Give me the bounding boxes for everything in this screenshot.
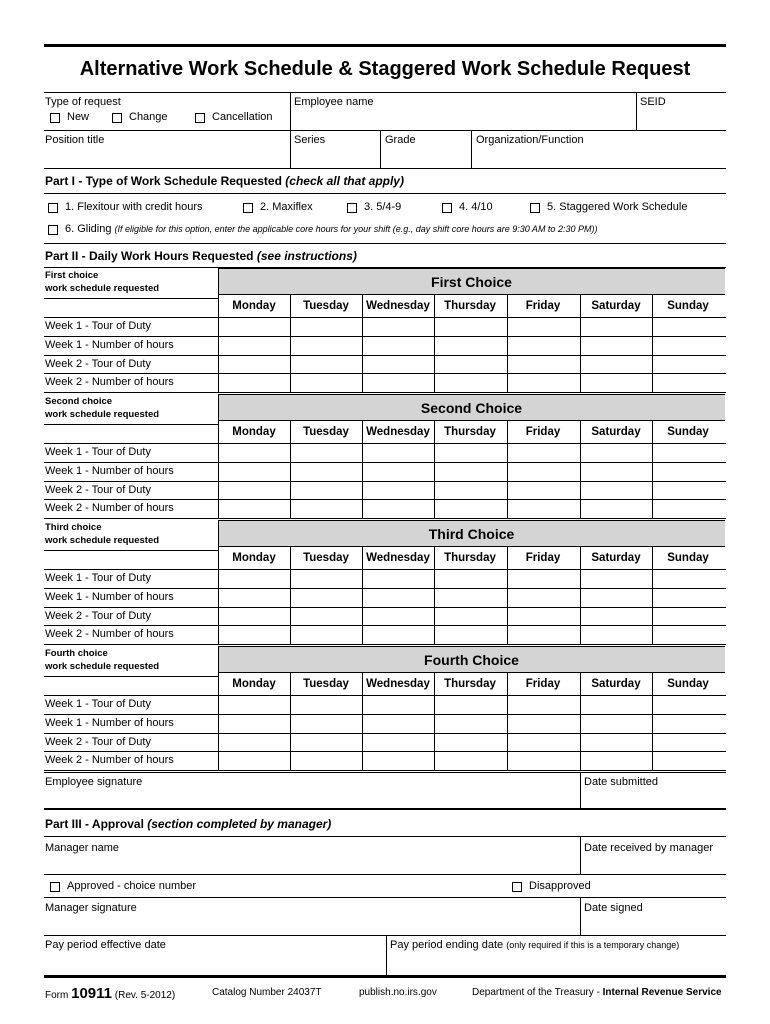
first-choice-cell-friday[interactable] (508, 374, 580, 392)
third-choice-row-label: Week 2 - Tour of Duty (45, 609, 151, 622)
divider (290, 547, 291, 644)
agency-text: Internal Revenue Service (602, 987, 722, 998)
form-number: 10911 (71, 985, 113, 1002)
first-choice-day-thursday: Thursday (444, 300, 496, 312)
first-choice-day-sunday: Sunday (667, 300, 709, 312)
second-choice-cell-friday[interactable] (508, 500, 580, 518)
divider (44, 298, 218, 299)
fourth-choice-day-friday: Friday (525, 678, 561, 690)
second-choice-cell-saturday[interactable] (581, 463, 652, 481)
third-choice-cell-friday[interactable] (508, 608, 580, 626)
divider (652, 547, 653, 644)
publish-site: publish.no.irs.gov (359, 987, 437, 998)
fourth-choice-cell-thursday[interactable] (435, 734, 507, 752)
first-choice-cell-wednesday[interactable] (363, 374, 434, 392)
fourth-choice-cell-wednesday[interactable] (363, 696, 434, 714)
second-choice-day-monday: Monday (232, 426, 276, 438)
second-choice-day-tuesday: Tuesday (303, 426, 349, 438)
divider (290, 421, 291, 518)
first-choice-day-saturday: Saturday (591, 300, 641, 312)
fourth-choice-cell-tuesday[interactable] (291, 696, 362, 714)
divider (44, 935, 726, 936)
form-id (45, 985, 175, 1002)
second-choice-cell-wednesday[interactable] (363, 463, 434, 481)
third-choice-cell-saturday[interactable] (581, 626, 652, 644)
second-choice-day-wednesday: Wednesday (366, 426, 430, 438)
first-choice-cell-sunday[interactable] (653, 374, 725, 392)
second-choice-cell-friday[interactable] (508, 482, 580, 500)
second-choice-label-line2: work schedule requested (45, 409, 160, 420)
second-choice-cell-saturday[interactable] (581, 482, 652, 500)
second-choice-day-sunday: Sunday (667, 426, 709, 438)
first-choice-cell-friday[interactable] (508, 337, 580, 355)
third-choice-cell-tuesday[interactable] (291, 626, 362, 644)
second-choice-cell-friday[interactable] (508, 463, 580, 481)
grade-field[interactable]: Grade (385, 134, 416, 146)
third-choice-cell-monday[interactable] (219, 626, 290, 644)
part3-heading (45, 817, 331, 831)
third-choice-cell-thursday[interactable] (435, 608, 507, 626)
first-choice-cell-monday[interactable] (219, 318, 290, 336)
divider (44, 130, 726, 131)
divider (580, 836, 581, 874)
fourth-choice-cell-tuesday[interactable] (291, 715, 362, 733)
divider (362, 421, 363, 518)
position-title-field[interactable]: Position title (45, 134, 105, 146)
second-choice-cell-thursday[interactable] (435, 482, 507, 500)
third-choice-cell-sunday[interactable] (653, 570, 725, 588)
third-choice-cell-tuesday[interactable] (291, 589, 362, 607)
fourth-choice-cell-monday[interactable] (219, 696, 290, 714)
divider (652, 421, 653, 518)
fourth-choice-cell-thursday[interactable] (435, 696, 507, 714)
first-choice-cell-monday[interactable] (219, 374, 290, 392)
flexitour-checkbox[interactable] (48, 203, 58, 213)
divider (434, 421, 435, 518)
department-text: Department of the Treasury - (472, 987, 603, 998)
fourth-choice-cell-thursday[interactable] (435, 752, 507, 770)
divider (44, 550, 218, 551)
first-choice-cell-saturday[interactable] (581, 374, 652, 392)
pay-ending-label: Pay period ending date (390, 939, 504, 951)
divider (580, 547, 581, 644)
divider (44, 168, 726, 169)
change-label: Change (129, 111, 168, 123)
third-choice-cell-friday[interactable] (508, 626, 580, 644)
fourth-choice-cell-sunday[interactable] (653, 752, 725, 770)
fourth-choice-cell-friday[interactable] (508, 752, 580, 770)
divider (580, 673, 581, 770)
fourth-choice-cell-sunday[interactable] (653, 715, 725, 733)
series-field[interactable]: Series (294, 134, 326, 146)
divider (44, 836, 726, 837)
second-choice-cell-sunday[interactable] (653, 463, 725, 481)
first-choice-cell-monday[interactable] (219, 337, 290, 355)
divider (44, 243, 726, 244)
fourth-choice-cell-tuesday[interactable] (291, 734, 362, 752)
divider (290, 673, 291, 770)
first-choice-cell-saturday[interactable] (581, 337, 652, 355)
flexitour-label: 1. Flexitour with credit hours (65, 201, 203, 213)
date-signed-field[interactable]: Date signed (584, 902, 643, 914)
first-choice-day-monday: Monday (232, 300, 276, 312)
fourth-choice-cell-saturday[interactable] (581, 696, 652, 714)
fourth-choice-cell-saturday[interactable] (581, 752, 652, 770)
divider (636, 92, 637, 130)
second-choice-cell-thursday[interactable] (435, 444, 507, 462)
third-choice-cell-wednesday[interactable] (363, 608, 434, 626)
manager-signature-field[interactable]: Manager signature (45, 902, 137, 914)
divider (434, 673, 435, 770)
first-choice-title: First Choice (431, 274, 512, 290)
new-label: New (67, 111, 90, 123)
third-choice-day-thursday: Thursday (444, 552, 496, 564)
first-choice-cell-sunday[interactable] (653, 318, 725, 336)
employee-name-field[interactable]: Employee name (294, 96, 374, 108)
first-choice-cell-tuesday[interactable] (291, 337, 362, 355)
second-choice-cell-monday[interactable] (219, 463, 290, 481)
staggered-label: 5. Staggered Work Schedule (547, 201, 688, 213)
pay-ending-note: (only required if this is a temporary change) (506, 940, 680, 950)
pay-ending-field[interactable] (390, 939, 679, 952)
third-choice-cell-thursday[interactable] (435, 589, 507, 607)
divider (44, 92, 726, 93)
third-choice-row-label: Week 1 - Tour of Duty (45, 572, 151, 584)
cancellation-checkbox[interactable] (195, 113, 205, 123)
fourth-choice-row-label: Week 1 - Number of hours (45, 716, 174, 729)
third-choice-label-line2: work schedule requested (45, 535, 160, 546)
third-choice-label-line1: Third choice (45, 522, 102, 533)
third-choice-cell-sunday[interactable] (653, 608, 725, 626)
first-choice-cell-thursday[interactable] (435, 374, 507, 392)
divider (44, 193, 726, 194)
first-choice-label-line1: First choice (45, 270, 99, 281)
fourth-choice-row-label: Week 2 - Number of hours (45, 754, 174, 767)
divider (434, 547, 435, 644)
second-choice-title: Second Choice (420, 400, 523, 416)
third-choice-cell-saturday[interactable] (581, 570, 652, 588)
first-choice-cell-saturday[interactable] (581, 318, 652, 336)
gliding-label (65, 223, 597, 236)
third-choice-cell-saturday[interactable] (581, 608, 652, 626)
third-choice-cell-tuesday[interactable] (291, 570, 362, 588)
five-four-nine-label: 3. 5/4-9 (364, 201, 402, 213)
fourth-choice-cell-friday[interactable] (508, 715, 580, 733)
first-choice-cell-saturday[interactable] (581, 356, 652, 374)
second-choice-day-saturday: Saturday (591, 426, 641, 438)
fourth-choice-cell-saturday[interactable] (581, 734, 652, 752)
second-choice-cell-wednesday[interactable] (363, 482, 434, 500)
divider (507, 673, 508, 770)
second-choice-day-friday: Friday (525, 426, 561, 438)
third-choice-cell-friday[interactable] (508, 589, 580, 607)
third-choice-cell-monday[interactable] (219, 608, 290, 626)
third-choice-cell-thursday[interactable] (435, 570, 507, 588)
fourth-choice-day-thursday: Thursday (444, 678, 496, 690)
first-choice-cell-tuesday[interactable] (291, 318, 362, 336)
divider (386, 935, 387, 975)
second-choice-cell-sunday[interactable] (653, 500, 725, 518)
second-choice-cell-thursday[interactable] (435, 463, 507, 481)
second-choice-cell-tuesday[interactable] (291, 444, 362, 462)
third-choice-day-wednesday: Wednesday (366, 552, 430, 564)
second-choice-cell-tuesday[interactable] (291, 500, 362, 518)
second-choice-cell-sunday[interactable] (653, 482, 725, 500)
first-choice-cell-thursday[interactable] (435, 318, 507, 336)
form-revision: (Rev. 5-2012) (114, 990, 176, 1001)
page-title: Alternative Work Schedule & Staggered Work Schedule Request (79, 58, 691, 80)
third-choice-cell-wednesday[interactable] (363, 589, 434, 607)
part2-heading (45, 249, 357, 263)
third-choice-day-monday: Monday (232, 552, 276, 564)
third-choice-cell-sunday[interactable] (653, 589, 725, 607)
divider (507, 421, 508, 518)
maxiflex-checkbox[interactable] (243, 203, 253, 213)
fourth-choice-day-monday: Monday (232, 678, 276, 690)
divider (580, 772, 581, 809)
first-choice-cell-wednesday[interactable] (363, 318, 434, 336)
part1-note: (check all that apply) (285, 174, 404, 188)
divider (580, 421, 581, 518)
divider (362, 295, 363, 392)
top-rule (44, 44, 726, 47)
divider (362, 673, 363, 770)
first-choice-cell-thursday[interactable] (435, 337, 507, 355)
approved-checkbox[interactable] (50, 882, 60, 892)
fourth-choice-row-label: Week 2 - Tour of Duty (45, 735, 151, 748)
fourth-choice-cell-sunday[interactable] (653, 696, 725, 714)
second-choice-row-label: Week 1 - Number of hours (45, 464, 174, 477)
second-choice-cell-tuesday[interactable] (291, 463, 362, 481)
first-choice-cell-tuesday[interactable] (291, 374, 362, 392)
divider (580, 295, 581, 392)
first-choice-day-friday: Friday (525, 300, 561, 312)
second-choice-cell-wednesday[interactable] (363, 444, 434, 462)
maxiflex-label: 2. Maxiflex (260, 201, 313, 213)
employee-signature-field[interactable]: Employee signature (45, 776, 143, 788)
divider (507, 295, 508, 392)
first-choice-cell-wednesday[interactable] (363, 337, 434, 355)
second-choice-cell-saturday[interactable] (581, 500, 652, 518)
second-choice-cell-friday[interactable] (508, 444, 580, 462)
cancellation-label: Cancellation (212, 111, 273, 123)
gliding-note: (If eligible for this option, enter the applicable core hours for your shift (e.g., day shift core hours are 9:30 AM to 2:30 PM)) (114, 224, 598, 234)
seid-field[interactable]: SEID (640, 96, 666, 108)
staggered-checkbox[interactable] (530, 203, 540, 213)
disapproved-label: Disapproved (529, 880, 591, 892)
third-choice-cell-wednesday[interactable] (363, 626, 434, 644)
third-choice-day-tuesday: Tuesday (303, 552, 349, 564)
first-choice-cell-wednesday[interactable] (363, 356, 434, 374)
third-choice-cell-wednesday[interactable] (363, 570, 434, 588)
first-choice-row-label: Week 2 - Number of hours (45, 376, 174, 389)
first-choice-day-tuesday: Tuesday (303, 300, 349, 312)
second-choice-cell-saturday[interactable] (581, 444, 652, 462)
divider (44, 424, 218, 425)
manager-name-field[interactable]: Manager name (45, 842, 119, 854)
first-choice-cell-monday[interactable] (219, 356, 290, 374)
third-choice-cell-monday[interactable] (219, 589, 290, 607)
part3-note: (section completed by manager) (147, 817, 332, 831)
third-choice-cell-monday[interactable] (219, 570, 290, 588)
first-choice-cell-friday[interactable] (508, 356, 580, 374)
change-checkbox[interactable] (112, 113, 122, 123)
third-choice-cell-tuesday[interactable] (291, 608, 362, 626)
date-submitted-field[interactable]: Date submitted (584, 776, 658, 788)
third-choice-cell-sunday[interactable] (653, 626, 725, 644)
disapproved-checkbox[interactable] (512, 882, 522, 892)
organization-function-field[interactable]: Organization/Function (476, 134, 584, 146)
four-ten-checkbox[interactable] (442, 203, 452, 213)
third-choice-title: Third Choice (428, 526, 515, 542)
fourth-choice-cell-monday[interactable] (219, 752, 290, 770)
four-ten-label: 4. 4/10 (459, 201, 493, 213)
fourth-choice-cell-wednesday[interactable] (363, 715, 434, 733)
fourth-choice-day-saturday: Saturday (591, 678, 641, 690)
fourth-choice-title: Fourth Choice (424, 652, 519, 668)
second-choice-day-thursday: Thursday (444, 426, 496, 438)
fourth-choice-cell-tuesday[interactable] (291, 752, 362, 770)
new-checkbox[interactable] (50, 113, 60, 123)
divider (44, 676, 218, 677)
department (472, 987, 722, 998)
divider (580, 897, 581, 935)
third-choice-day-saturday: Saturday (591, 552, 641, 564)
fourth-choice-cell-friday[interactable] (508, 696, 580, 714)
gliding-text: 6. Gliding (65, 223, 112, 235)
fourth-choice-day-wednesday: Wednesday (366, 678, 430, 690)
third-choice-day-sunday: Sunday (667, 552, 709, 564)
divider (44, 772, 726, 773)
second-choice-cell-wednesday[interactable] (363, 500, 434, 518)
fourth-choice-cell-monday[interactable] (219, 715, 290, 733)
part1-title: Part I - Type of Work Schedule Requested (45, 174, 282, 188)
fourth-choice-row-label: Week 1 - Tour of Duty (45, 698, 151, 710)
form-word: Form (45, 990, 69, 1001)
part2-note: (see instructions) (256, 249, 357, 263)
approved-label: Approved - choice number (67, 880, 197, 892)
fourth-choice-cell-wednesday[interactable] (363, 734, 434, 752)
date-received-field[interactable]: Date received by manager (584, 842, 714, 854)
first-choice-cell-sunday[interactable] (653, 356, 725, 374)
catalog-number: Catalog Number 24037T (212, 987, 322, 998)
divider (44, 874, 726, 875)
fourth-choice-cell-saturday[interactable] (581, 715, 652, 733)
fourth-choice-day-sunday: Sunday (667, 678, 709, 690)
first-choice-cell-tuesday[interactable] (291, 356, 362, 374)
gliding-checkbox[interactable] (48, 225, 58, 235)
divider (44, 897, 726, 898)
type-of-request-label: Type of request (45, 96, 121, 108)
fourth-choice-day-tuesday: Tuesday (303, 678, 349, 690)
second-choice-cell-sunday[interactable] (653, 444, 725, 462)
divider (652, 295, 653, 392)
second-choice-cell-monday[interactable] (219, 482, 290, 500)
fourth-choice-label-line1: Fourth choice (45, 648, 108, 659)
first-choice-cell-sunday[interactable] (653, 337, 725, 355)
second-choice-row-label: Week 2 - Number of hours (45, 502, 174, 515)
third-choice-row-label: Week 1 - Number of hours (45, 590, 174, 603)
divider (434, 295, 435, 392)
first-choice-cell-thursday[interactable] (435, 356, 507, 374)
first-choice-day-wednesday: Wednesday (366, 300, 430, 312)
fourth-choice-label-line2: work schedule requested (45, 661, 160, 672)
fourth-choice-cell-sunday[interactable] (653, 734, 725, 752)
part2-title: Part II - Daily Work Hours Requested (45, 249, 254, 263)
divider (290, 295, 291, 392)
bottom-rule (44, 975, 726, 978)
divider (507, 547, 508, 644)
part3-title: Part III - Approval (45, 817, 144, 831)
divider (471, 130, 472, 168)
fourth-choice-cell-thursday[interactable] (435, 715, 507, 733)
third-choice-cell-thursday[interactable] (435, 626, 507, 644)
divider (652, 673, 653, 770)
third-choice-row-label: Week 2 - Number of hours (45, 628, 174, 641)
fourth-choice-cell-monday[interactable] (219, 734, 290, 752)
third-choice-cell-saturday[interactable] (581, 589, 652, 607)
second-choice-cell-monday[interactable] (219, 444, 290, 462)
fourth-choice-cell-wednesday[interactable] (363, 752, 434, 770)
third-choice-day-friday: Friday (525, 552, 561, 564)
first-choice-label-line2: work schedule requested (45, 283, 160, 294)
third-choice-cell-friday[interactable] (508, 570, 580, 588)
second-choice-row-label: Week 2 - Tour of Duty (45, 483, 151, 496)
pay-effective-field[interactable]: Pay period effective date (45, 939, 166, 951)
divider (44, 808, 726, 810)
divider (380, 130, 381, 168)
first-choice-cell-friday[interactable] (508, 318, 580, 336)
divider (362, 547, 363, 644)
first-choice-row-label: Week 1 - Number of hours (45, 338, 174, 351)
second-choice-cell-tuesday[interactable] (291, 482, 362, 500)
five-four-nine-checkbox[interactable] (347, 203, 357, 213)
second-choice-cell-monday[interactable] (219, 500, 290, 518)
part1-heading (45, 174, 404, 188)
first-choice-row-label: Week 1 - Tour of Duty (45, 320, 151, 332)
second-choice-row-label: Week 1 - Tour of Duty (45, 446, 151, 458)
first-choice-row-label: Week 2 - Tour of Duty (45, 357, 151, 370)
fourth-choice-cell-friday[interactable] (508, 734, 580, 752)
second-choice-label-line1: Second choice (45, 396, 113, 407)
second-choice-cell-thursday[interactable] (435, 500, 507, 518)
